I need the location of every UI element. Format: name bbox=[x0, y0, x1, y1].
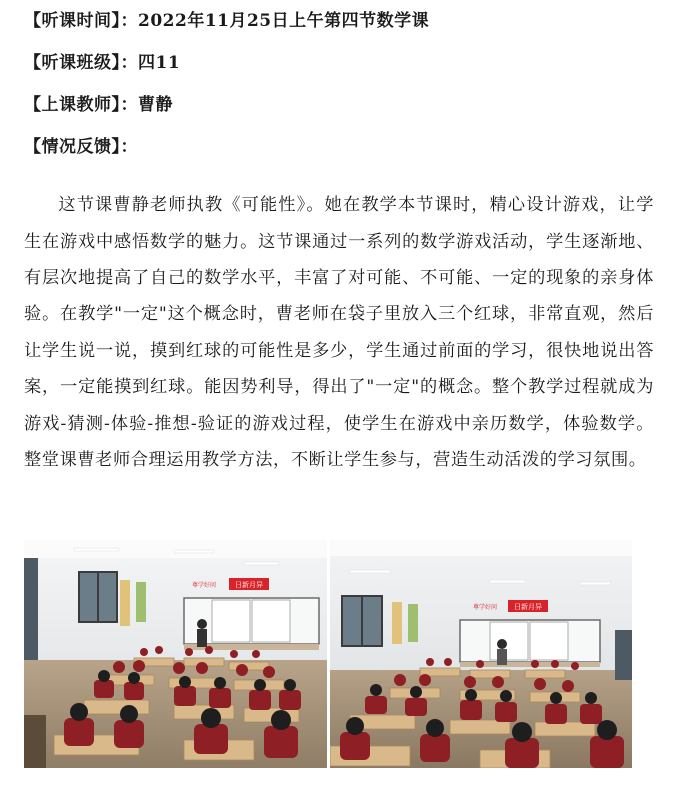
feedback-label: 【情况反馈】： bbox=[24, 137, 138, 157]
right-banner-text: 日新月异 bbox=[514, 603, 542, 611]
left-banner-text: 日新月异 bbox=[235, 581, 263, 589]
classroom-photo-left bbox=[24, 540, 327, 768]
lesson-teacher-value: 曹静 bbox=[138, 95, 173, 115]
lesson-time-value: 2022年11月25日上午第四节数学课 bbox=[138, 11, 430, 31]
feedback-line bbox=[24, 132, 138, 157]
classroom-photo-right-illustration bbox=[330, 540, 632, 768]
right-slogan-text: 尊学好问 bbox=[472, 604, 498, 611]
classroom-photo-right bbox=[330, 540, 632, 768]
lesson-class-value: 四11 bbox=[138, 53, 181, 73]
lesson-time-line bbox=[24, 6, 429, 31]
feedback-paragraph: 这节课曹静老师执教《可能性》。她在教学本节课时，精心设计游戏，让学生在游戏中感悟数学的魅力。这节课通过一系列的数学游戏活动，学生逐渐地、有层次地提高了自己的数学水平，丰富了对可能、不可能、一定的现象的亲身体验。在教学"一定"这个概念时，曹老师在袋子里放入三个红球，非常直观，然后让学生说一说，摸到红球的可能性是多少，学生通过前面的学习，很快地说出答案，一定能摸到红球。能因势利导，得出了"一定"的概念。整个教学过程就成为游戏-猜测-体验-推想-验证的游戏过程，使学生在游戏中亲历数学，体验数学。整堂课曹老师合理运用教学方法，不断让学生参与，营造生动活泼的学习氛围。 bbox=[24, 195, 654, 471]
left-slogan-text: 尊学好问 bbox=[191, 582, 217, 589]
lesson-teacher-line bbox=[24, 90, 173, 115]
lesson-class-label: 【听课班级】： bbox=[24, 53, 138, 73]
lesson-teacher-label: 【上课教师】： bbox=[24, 95, 138, 115]
classroom-photo-left-illustration bbox=[24, 540, 327, 768]
lesson-class-line bbox=[24, 48, 180, 73]
lesson-time-label: 【听课时间】： bbox=[24, 11, 138, 31]
